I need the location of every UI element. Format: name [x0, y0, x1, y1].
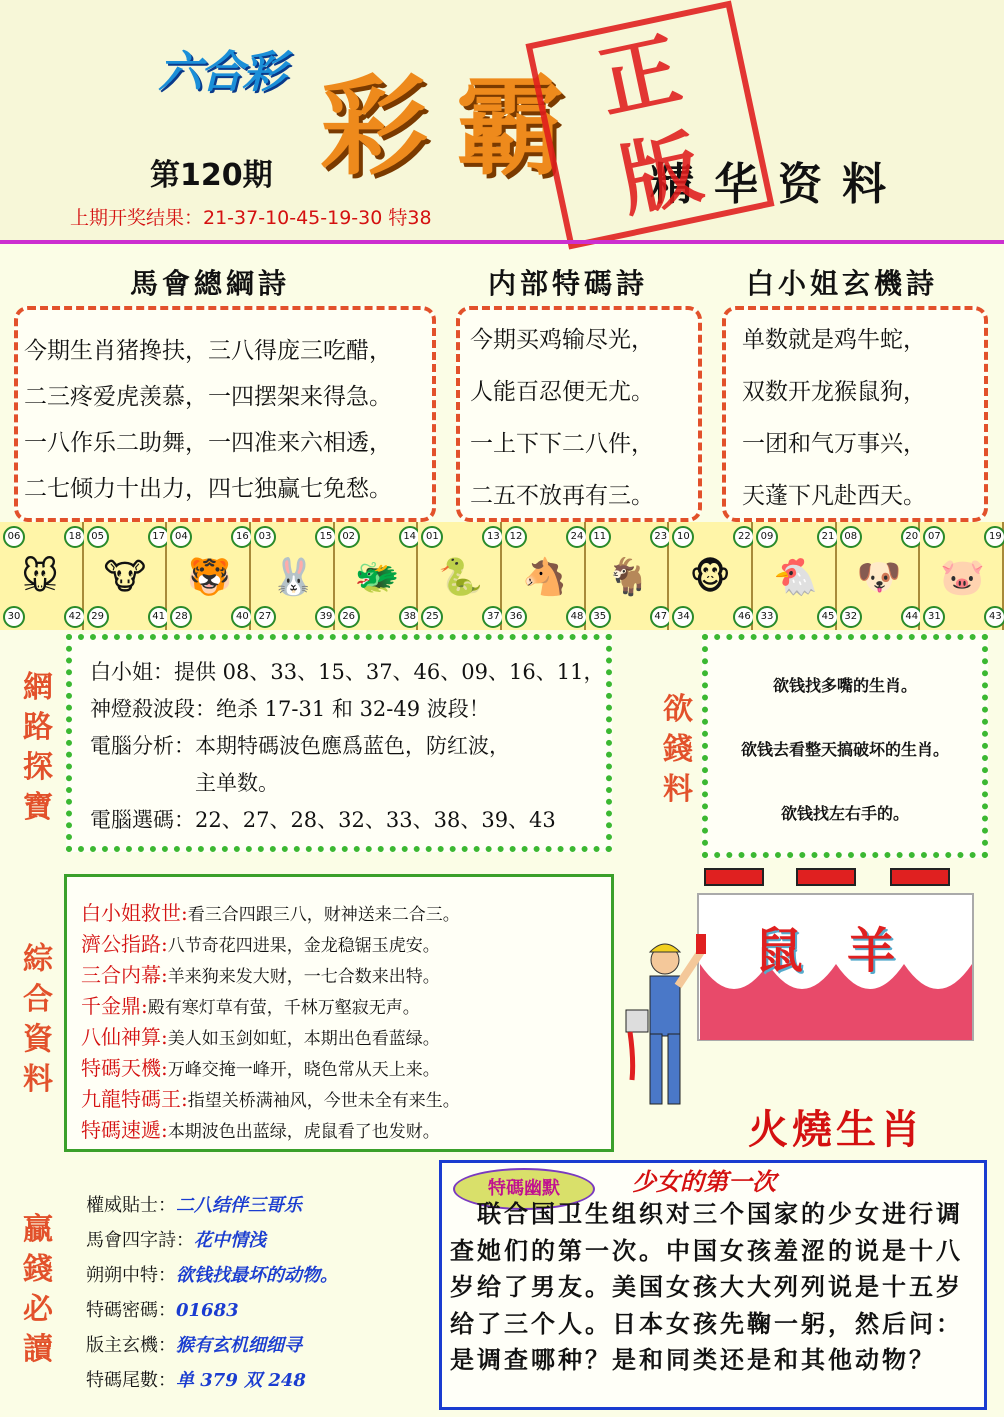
composite-row-label: 白小姐救世:: [81, 901, 188, 925]
zodiac-number-ball: 41: [148, 606, 170, 628]
chimney: [704, 868, 764, 886]
zodiac-number-ball: 48: [566, 606, 588, 628]
composite-row-label: 九龍特碼王:: [81, 1087, 188, 1111]
tiger-icon: 🐯: [187, 557, 233, 598]
network-line: 神燈殺波段：绝杀 17-31 和 32-49 波段！: [90, 697, 490, 721]
zodiac-cell: [251, 522, 335, 630]
mustread-row: [86, 1223, 426, 1258]
monkey-icon: 🐵: [689, 557, 731, 598]
zodiac-number-ball: 30: [3, 606, 25, 628]
mustread-row: [86, 1363, 426, 1398]
money-side-label: [660, 690, 696, 810]
composite-row-label: 濟公指路:: [81, 932, 168, 956]
zodiac-number-ball: 05: [87, 526, 109, 548]
zodiac-number-ball: 16: [231, 526, 253, 548]
mustread-row: [86, 1258, 426, 1293]
fire-zodiac-title: 火燒生肖: [748, 1106, 924, 1153]
zodiac-number-ball: 46: [733, 606, 755, 628]
goat-icon: 🐐: [605, 557, 651, 598]
zodiac-number-ball: 26: [338, 606, 360, 628]
dragon-icon: 🐲: [354, 557, 400, 598]
mustread-row-value: 单 379 双 248: [176, 1370, 306, 1391]
composite-row-text: 殿有寒灯草有萤，千林万壑寂无声。: [147, 998, 420, 1018]
network-line: 電腦選碼：22、27、28、32、33、38、39、43: [90, 808, 556, 832]
poem-line: 天蓬下凡赴西天。: [742, 483, 926, 509]
poem-line: 双数开龙猴鼠狗，: [742, 379, 926, 405]
mustread-side-label-text: 贏錢必讀: [23, 1212, 53, 1367]
ox-icon: 🐮: [103, 557, 147, 598]
zodiac-cell: [837, 522, 921, 630]
mustread-row: [86, 1188, 426, 1223]
composite-row-label: 八仙神算:: [81, 1025, 168, 1049]
money-box: [702, 634, 988, 858]
mustread-row: [86, 1328, 426, 1363]
zodiac-number-ball: 31: [923, 606, 945, 628]
poem-line: 二三疼爱虎羡慕，一四摆架来得急。: [24, 384, 392, 410]
chimney: [890, 868, 950, 886]
joke-title: 少女的第一次: [632, 1168, 776, 1196]
poem-line: 今期买鸡输尽光，: [470, 327, 654, 353]
money-side-label-text: 欲錢料: [663, 692, 693, 807]
mustread-row-value: 欲钱找最坏的动物。: [176, 1265, 338, 1286]
zodiac-cell: [753, 522, 837, 630]
poem-line: 二七倾力十出力，四七独赢七免愁。: [24, 476, 392, 502]
zodiac-number-ball: 36: [505, 606, 527, 628]
poem-title-3: 白小姐玄機詩: [746, 267, 939, 300]
joke-body: 联合国卫生组织对三个国家的少女进行调查她们的第一次。中国女孩羞涩的说是十八岁给了男友。美国女孩大大列列说是十五岁给了三个人。日本女孩先鞠一躬，然后问：是调查哪种？是和同类还是和其他动物？: [450, 1200, 963, 1374]
network-line: 主单数。: [90, 771, 279, 795]
issue-number: 第120期: [150, 158, 273, 193]
mustread-row-label: 特碼尾數：: [86, 1370, 176, 1391]
poem-title-2: 内部特碼詩: [488, 267, 649, 300]
zodiac-number-ball: 02: [338, 526, 360, 548]
zodiac-number-ball: 17: [148, 526, 170, 548]
network-side-label: [20, 668, 56, 828]
zodiac-cell: [335, 522, 419, 630]
money-line: 欲钱找多嘴的生肖。: [772, 676, 917, 695]
zodiac-number-ball: 07: [923, 526, 945, 548]
rooster-icon: 🐔: [773, 557, 818, 598]
zodiac-number-ball: 13: [482, 526, 504, 548]
mustread-row-label: 馬會四字詩：: [86, 1230, 194, 1251]
zodiac-number-ball: 25: [421, 606, 443, 628]
composite-row: [81, 1085, 611, 1116]
zodiac-number-ball: 24: [566, 526, 588, 548]
zodiac-cell: [418, 522, 502, 630]
brand-big-logo: 彩霸: [320, 64, 593, 190]
money-line: 欲钱去看整天搞破坏的生肖。: [740, 740, 949, 759]
header-divider: [0, 240, 1004, 244]
horse-icon: 🐴: [522, 557, 567, 598]
composite-row-label: 千金鼎:: [81, 994, 148, 1018]
composite-row: [81, 1116, 611, 1147]
composite-row: [81, 1023, 611, 1054]
poem-line: 一团和气万事兴，: [742, 431, 926, 457]
mustread-side-label: [20, 1210, 56, 1370]
snake-icon: 🐍: [438, 557, 484, 598]
composite-row-label: 特碼速遞:: [81, 1118, 168, 1142]
zodiac-number-ball: 06: [3, 526, 25, 548]
zodiac-number-ball: 32: [840, 606, 862, 628]
composite-row: [81, 930, 611, 961]
official-stamp: [525, 0, 774, 249]
zodiac-number-ball: 12: [505, 526, 527, 548]
zodiac-number-ball: 39: [315, 606, 337, 628]
zodiac-number-ball: 09: [756, 526, 778, 548]
zodiac-number-ball: 18: [64, 526, 86, 548]
subtitle: 精华资料: [650, 159, 906, 210]
zodiac-number-ball: 23: [650, 526, 672, 548]
poem-box-3: [722, 306, 988, 522]
mustread-row-label: 特碼密碼：: [86, 1300, 176, 1321]
zodiac-number-ball: 38: [399, 606, 421, 628]
poem-line: 一八作乐二助舞，一四准来六相透，: [24, 430, 392, 456]
zodiac-number-ball: 34: [672, 606, 694, 628]
pig-icon: 🐷: [940, 557, 986, 598]
zodiac-number-ball: 44: [901, 606, 923, 628]
composite-row: [81, 1054, 611, 1085]
zodiac-number-ball: 35: [589, 606, 611, 628]
zodiac-number-ball: 28: [170, 606, 192, 628]
stamp-text-top: 正: [590, 22, 689, 131]
composite-side-label-text: 綜合資料: [23, 942, 53, 1097]
zodiac-number-ball: 15: [315, 526, 337, 548]
composite-row: [81, 961, 611, 992]
dog-icon: 🐶: [856, 557, 902, 598]
zodiac-number-ball: 33: [756, 606, 778, 628]
zodiac-number-ball: 27: [254, 606, 276, 628]
mustread-row-label: 權威貼士：: [86, 1195, 176, 1216]
zodiac-number-ball: 43: [984, 606, 1004, 628]
network-side-label-text: 網路探寶: [23, 670, 53, 825]
zodiac-cell: [502, 522, 586, 630]
zodiac-number-ball: 45: [817, 606, 839, 628]
network-line: 電腦分析：本期特碼波色應爲蓝色，防红波，: [90, 734, 510, 758]
mustread-row: [86, 1293, 426, 1328]
composite-row-text: 万峰交掩一峰开，晓色常从天上来。: [167, 1060, 440, 1080]
zodiac-number-ball: 10: [672, 526, 694, 548]
zodiac-number-ball: 19: [984, 526, 1004, 548]
composite-row-text: 羊来狗来发大财，一七合数来出特。: [167, 967, 440, 987]
composite-row: [81, 899, 611, 930]
zodiac-number-ball: 20: [901, 526, 923, 548]
mustread-rows: [86, 1188, 426, 1398]
mustread-row-label: 版主玄機：: [86, 1335, 176, 1356]
last-result: 上期开奖结果：21-37-10-45-19-30 特38: [70, 207, 432, 229]
brand-small-logo: 六合彩: [158, 47, 284, 98]
poem-line: 二五不放再有三。: [470, 483, 654, 509]
composite-side-label: [20, 940, 56, 1100]
composite-row-text: 看三合四跟三八，财神送来二合三。: [187, 905, 460, 925]
joke-tag: 特碼幽默: [453, 1168, 595, 1210]
mustread-row-value: 01683: [176, 1300, 239, 1321]
zodiac-number-ball: 21: [817, 526, 839, 548]
zodiac-strip: [0, 522, 1004, 630]
zodiac-number-ball: 08: [840, 526, 862, 548]
money-line: 欲钱找左右手的。: [780, 804, 909, 823]
zodiac-cell: [920, 522, 1004, 630]
mustread-row-value: 花中情浅: [194, 1230, 266, 1251]
zodiac-cell: [0, 522, 84, 630]
zodiac-number-ball: 11: [589, 526, 611, 548]
zodiac-number-ball: 04: [170, 526, 192, 548]
rat-icon: 🐭: [21, 557, 59, 598]
zodiac-cell: [586, 522, 670, 630]
composite-rows: [67, 877, 611, 1147]
poem-line: 一上下下二八件，: [470, 431, 654, 457]
chimney: [796, 868, 856, 886]
zodiac-number-ball: 47: [650, 606, 672, 628]
mustread-row-value: 二八结伴三哥乐: [176, 1195, 302, 1216]
network-box: [66, 634, 612, 852]
poem-title-1: 馬會總綱詩: [130, 267, 291, 300]
poem-line: 单数就是鸡牛蛇，: [742, 327, 926, 353]
composite-row-label: 三合内幕:: [81, 963, 168, 987]
mustread-row-label: 朔朔中特：: [86, 1265, 176, 1286]
zodiac-number-ball: 14: [399, 526, 421, 548]
composite-row-text: 指望关桥满袖风，今世未全有来生。: [187, 1091, 460, 1111]
zodiac-number-ball: 37: [482, 606, 504, 628]
composite-row-label: 特碼天機:: [81, 1056, 168, 1080]
zodiac-number-ball: 01: [421, 526, 443, 548]
painter-figure: [620, 930, 710, 1120]
zodiac-number-ball: 29: [87, 606, 109, 628]
composite-row-text: 美人如玉剑如虹，本期出色看蓝绿。: [167, 1029, 440, 1049]
composite-box: [64, 874, 614, 1152]
zodiac-number-ball: 22: [733, 526, 755, 548]
rabbit-icon: 🐰: [271, 557, 316, 598]
composite-row: [81, 992, 611, 1023]
zodiac-cell: [84, 522, 168, 630]
zodiac-cell: [669, 522, 753, 630]
zodiac-cell: [167, 522, 251, 630]
wall-text: 鼠羊: [755, 923, 940, 979]
poem-box-1: [14, 306, 436, 522]
poem-box-2: [456, 306, 702, 522]
stamp-text-bottom: 版: [611, 120, 710, 229]
poem-line: 人能百忍便无尤。: [470, 379, 654, 405]
zodiac-number-ball: 40: [231, 606, 253, 628]
zodiac-number-ball: 03: [254, 526, 276, 548]
poem-line: 今期生肖猪搀扶，三八得庞三吃醋，: [24, 338, 392, 364]
composite-row-text: 八节奇花四进果，金龙稳锯玉虎安。: [167, 936, 440, 956]
zodiac-number-ball: 42: [64, 606, 86, 628]
network-line: 白小姐：提供 08、33、15、37、46、09、16、11，: [90, 660, 605, 684]
composite-row-text: 本期波色出蓝绿，虎鼠看了也发财。: [167, 1122, 440, 1142]
mustread-row-value: 猴有玄机细细寻: [176, 1335, 302, 1356]
